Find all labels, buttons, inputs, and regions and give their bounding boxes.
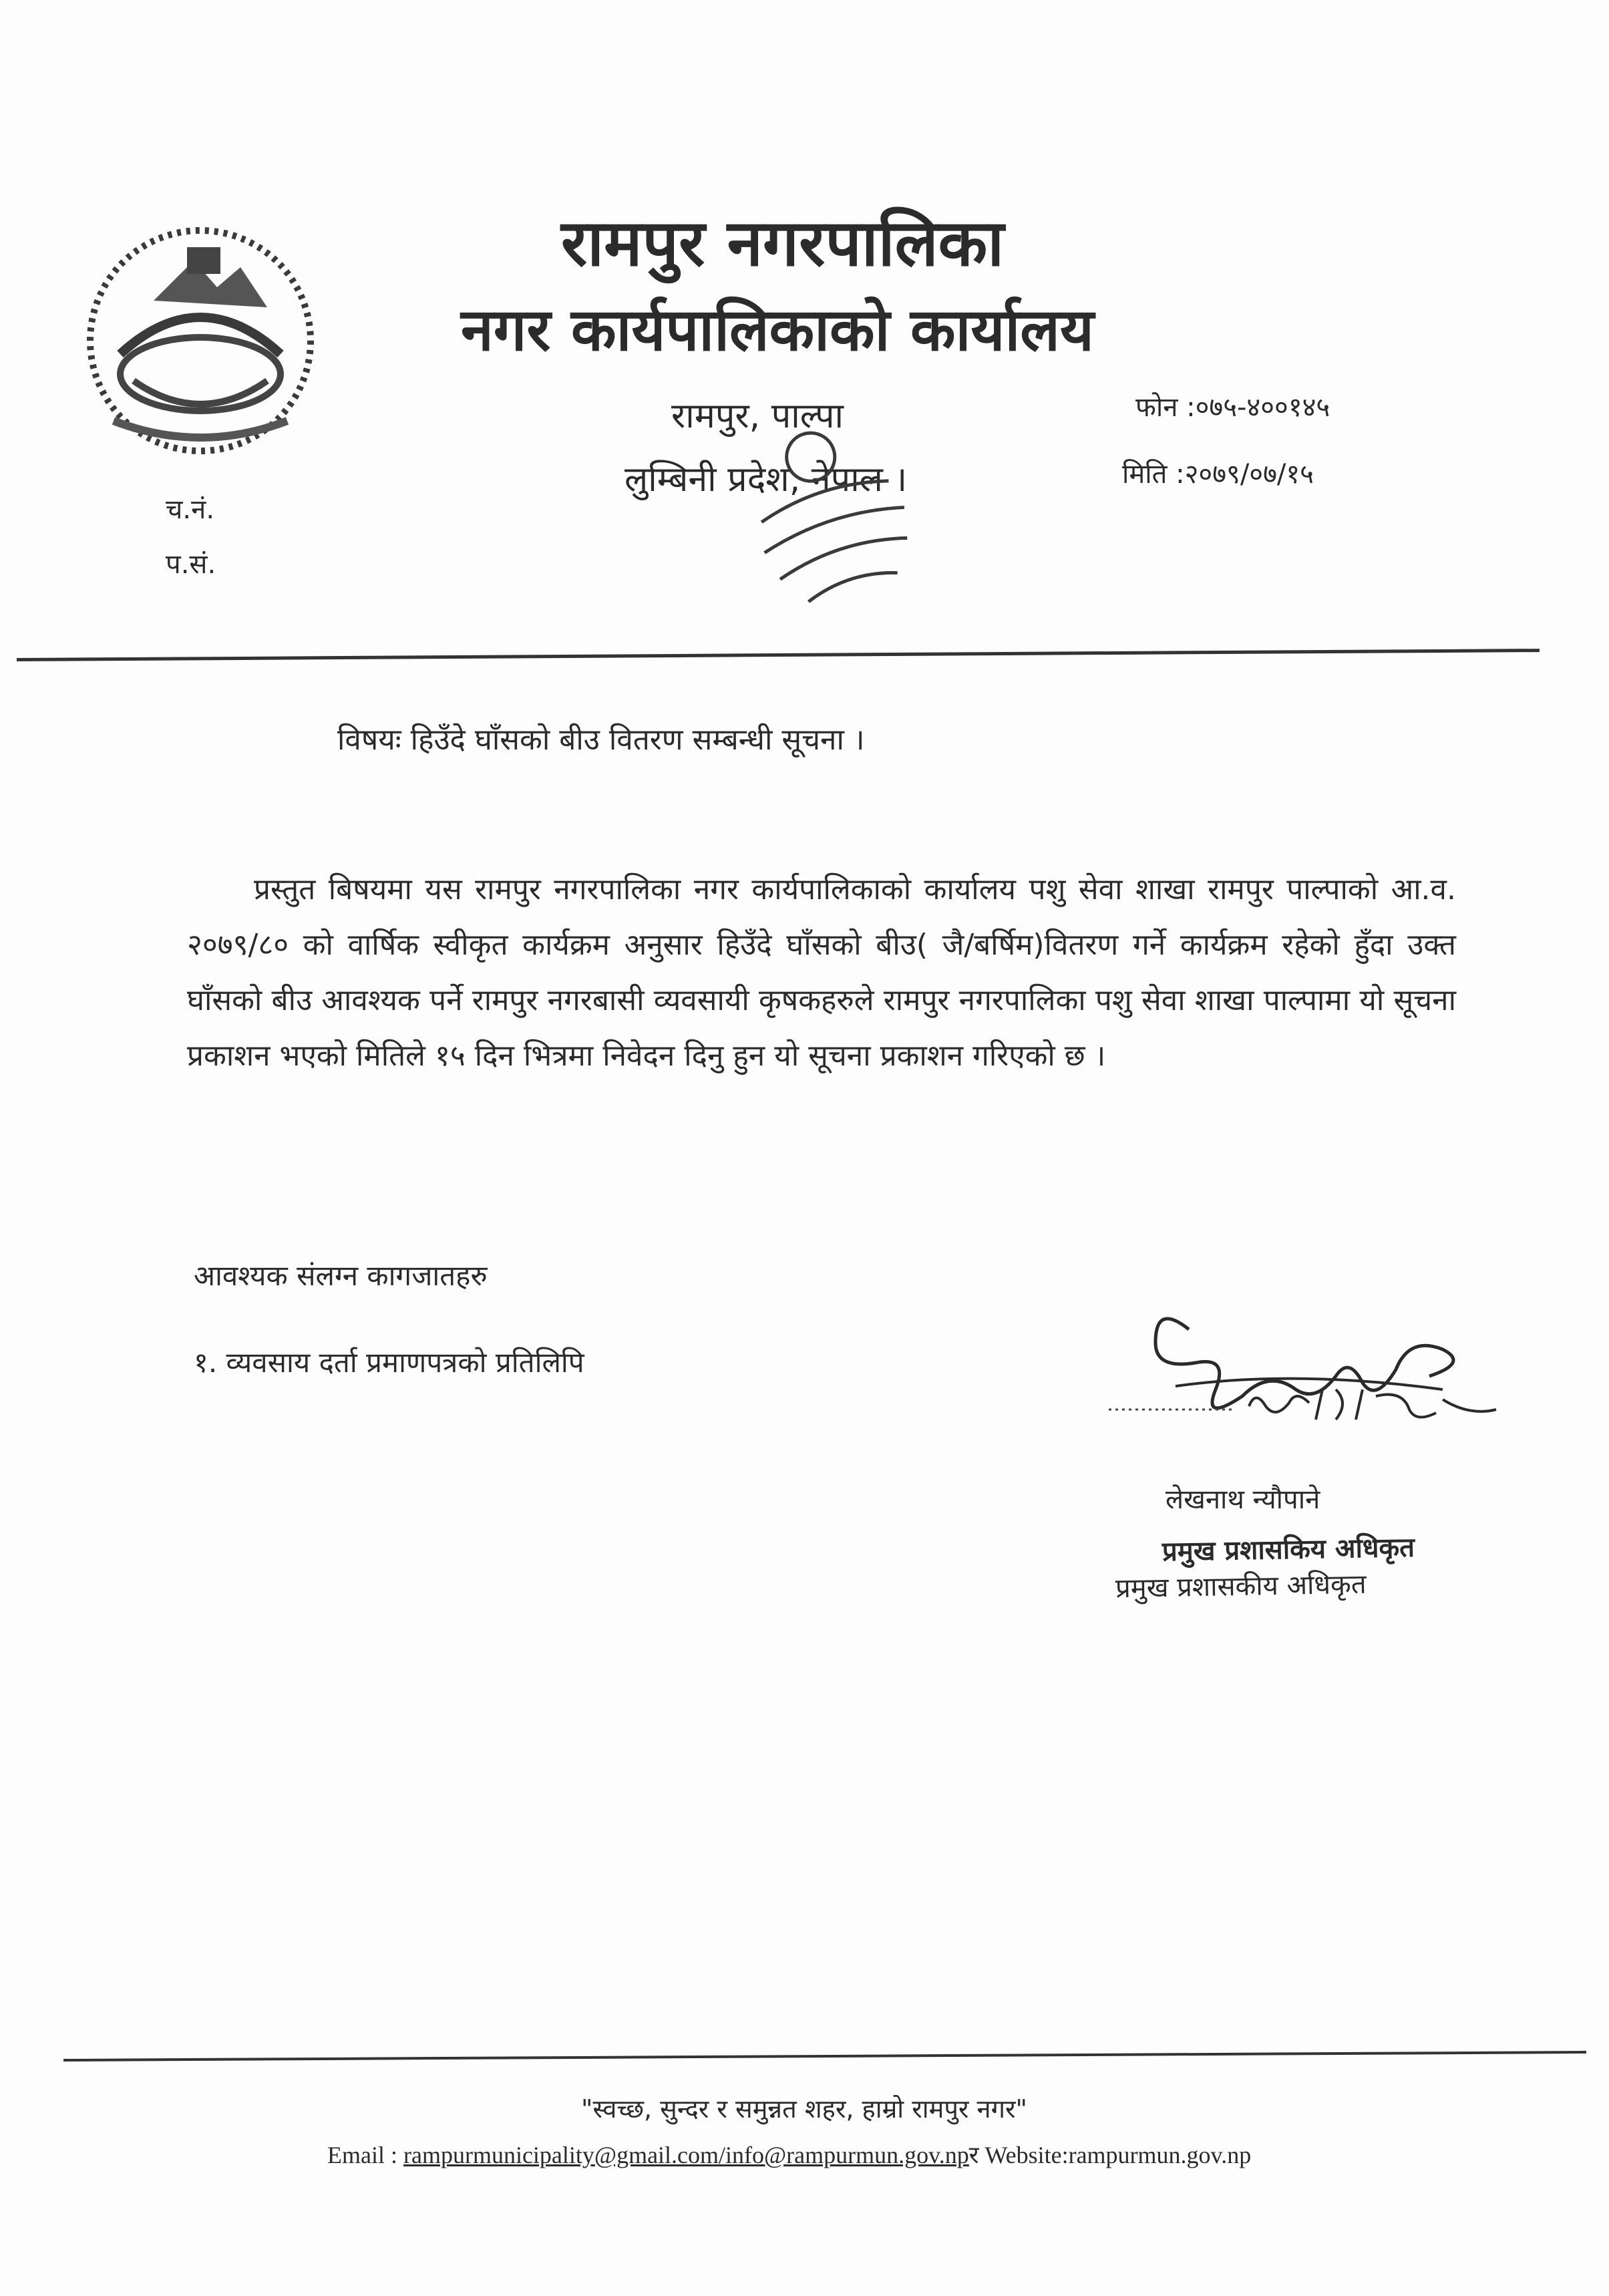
office-stamp-icon (721, 401, 935, 621)
enclosure-item: १. व्यवसाय दर्ता प्रमाणपत्रको प्रतिलिपि (194, 1346, 584, 1379)
address-line-1: रामपुर, पाल्पा (671, 396, 844, 436)
subject-line: विषयः हिउँदे घाँसको बीउ वितरण सम्बन्धी सूचना । (337, 723, 865, 757)
footer-contact (327, 2138, 1251, 2170)
office-name: नगर कार्यपालिकाको कार्यालय (461, 295, 1094, 364)
website-text[interactable]: र Website:rampurmun.gov.np (968, 2142, 1252, 2168)
footer-slogan: "स्वच्छ, सुन्दर र समुन्नत शहर, हाम्रो रामपुर नगर" (581, 2094, 1028, 2124)
phone-number: फोन :०७५-४००१४५ (1135, 392, 1330, 423)
nepal-emblem-icon (73, 220, 327, 461)
header-divider (17, 649, 1540, 661)
email-link[interactable]: rampurmunicipality@gmail.com/info@rampurmun.gov.np (403, 2142, 969, 2168)
footer-divider (63, 2051, 1586, 2062)
notice-body: प्रस्तुत बिषयमा यस रामपुर नगरपालिका नगर कार्यपालिकाको कार्यालय पशु सेवा शाखा रामपुर पाल्पाको आ.व. २०७९/८० को वार्षिक स्वीकृत कार्यक्रम अनुसार हिउँदे घाँसको बीउ( जै/बर्षिम)वितरण गर्ने कार्यक्रम रहेको हुँदा उक्त घाँसको बीउ आवश्यक पर्ने रामपुर नगरबासी व्यवसायी कृषकहरुले रामपुर नगरपालिका पशु सेवा शाखा पाल्पामा यो सूचना प्रकाशन भएको मितिले १५ दिन भित्रमा निवेदन दिनु हुन यो सूचना प्रकाशन गरिएको छ । (187, 872, 1456, 1073)
patra-sankhya-label: प.सं. (166, 549, 216, 580)
email-label: Email : (327, 2142, 403, 2168)
signer-title: प्रमुख प्रशासकीय अधिकृत (1115, 1569, 1367, 1605)
signer-title-stamp: प्रमुख प्रशासकिय अधिकृत (1161, 1532, 1415, 1568)
letter-date: मिति :२०७९/०७/१५ (1122, 459, 1314, 490)
chalani-number-label: च.नं. (166, 494, 215, 525)
org-name: रामपुर नगरपालिका (561, 206, 1005, 281)
signature-icon (1095, 1289, 1509, 1450)
signer-name: लेखनाथ न्यौपाने (1166, 1484, 1320, 1515)
enclosures-title: आवश्यक संलग्न कागजातहरु (194, 1259, 488, 1292)
address-line-2: लुम्बिनी प्रदेश, नेपाल । (624, 460, 908, 500)
